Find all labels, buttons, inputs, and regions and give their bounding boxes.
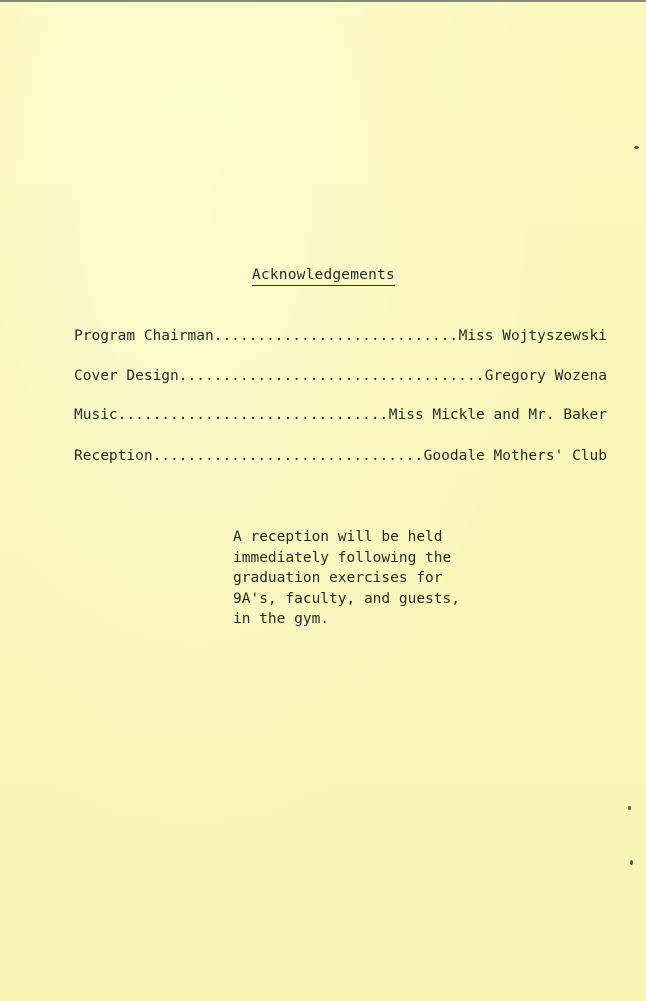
ack-name: Gregory Wozena [484,368,607,384]
paper-speck [630,860,633,865]
paper-speck [634,146,639,149]
page-top-edge [0,0,646,2]
acknowledgements-heading: Acknowledgements [252,266,395,286]
ack-row-cover-design [74,367,607,385]
ack-row-music [74,406,607,424]
note-line: A reception will be held [233,529,443,545]
ack-row-reception [74,447,607,465]
ack-row-program-chairman [74,327,607,345]
note-line: 9A's, faculty, and guests, [233,590,460,607]
dot-leader [214,327,459,345]
ack-role: Music [74,407,118,423]
note-line: in the gym. [233,611,330,627]
note-line: immediately following the [233,549,452,566]
ack-name: Goodale Mothers' Club [423,448,607,464]
ack-name: Miss Mickle and Mr. Baker [388,407,607,423]
reception-note [233,527,503,630]
dot-leader [179,367,485,385]
dot-leader [153,447,424,465]
note-line: graduation exercises for [233,570,443,586]
ack-role: Program Chairman [74,328,214,344]
paper-speck [628,806,631,810]
ack-role: Cover Design [74,368,179,384]
ack-role: Reception [74,448,153,464]
dot-leader [118,406,389,424]
ack-name: Miss Wojtyszewski [458,328,607,344]
